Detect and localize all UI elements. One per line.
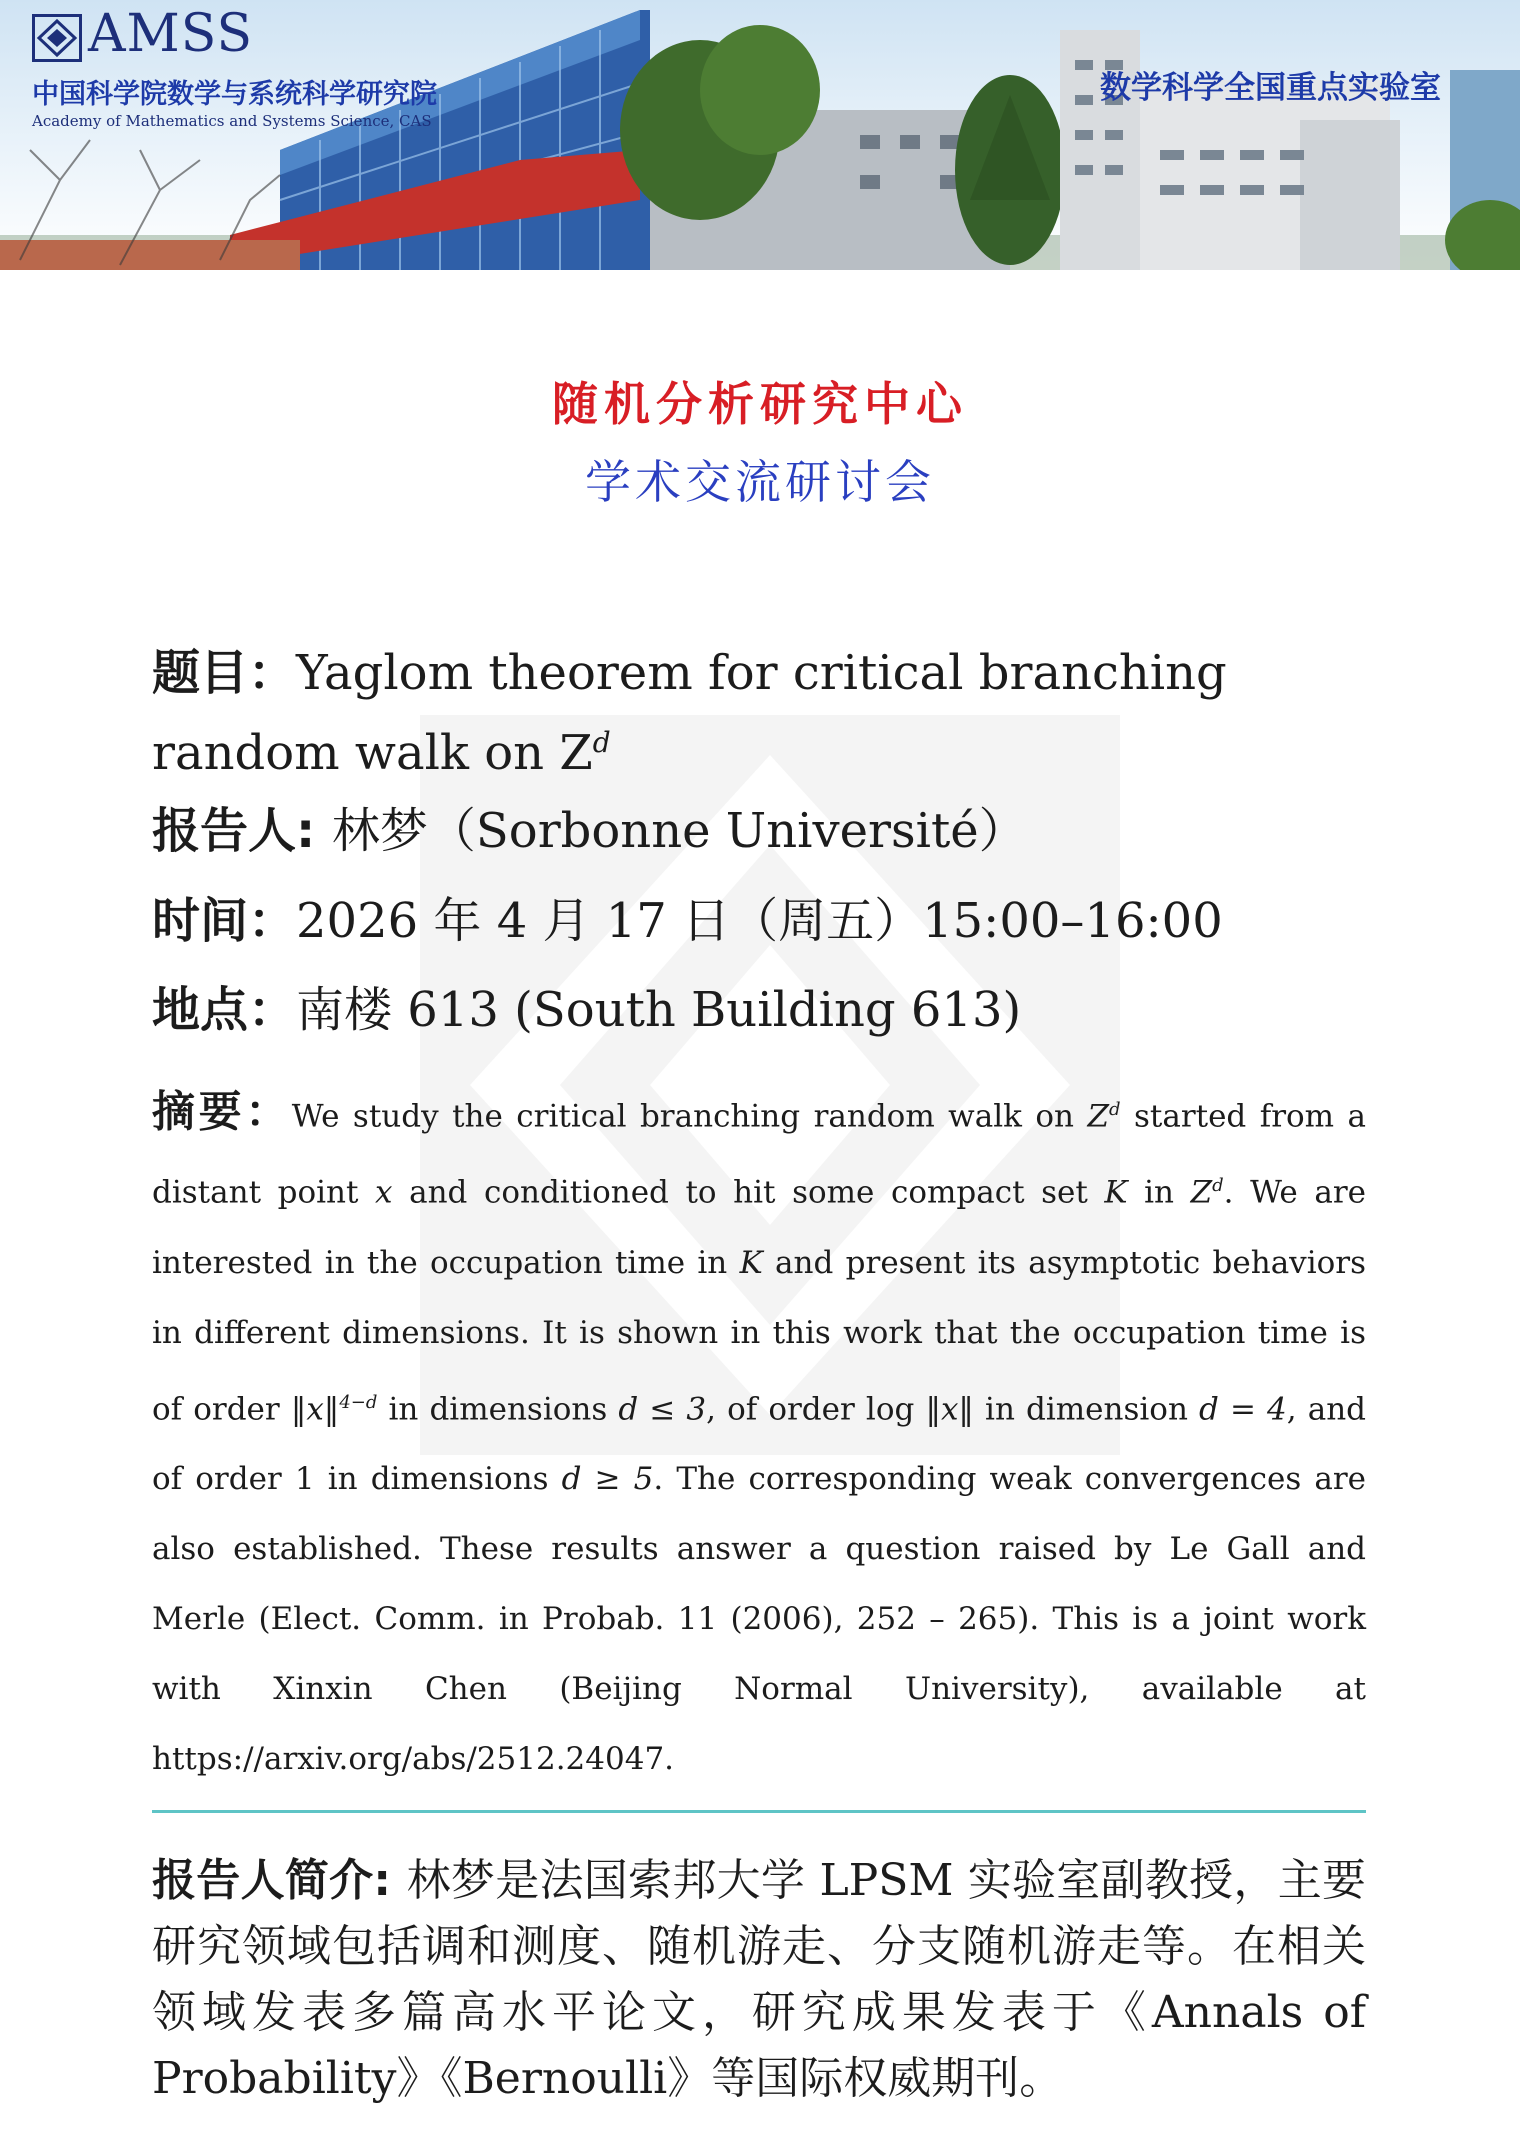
abstract-text: and present its asymptotic behaviors in different dimensions. It is shown in this work that the occupation time is of order (152, 1244, 1366, 1427)
institute-name-cn: 中国科学院数学与系统科学研究院 (32, 79, 437, 110)
place-value: 南楼 613 (South Building 613) (296, 982, 1022, 1038)
math-x: x (375, 1174, 393, 1211)
abstract-text: in dimension (973, 1390, 1200, 1427)
abstract-text: . We are interested in the occupation time in (152, 1174, 1366, 1281)
bio-label: 报告人简介: (152, 1855, 407, 1906)
time-label: 时间： (152, 893, 297, 949)
seminar-title: 学术交流研讨会 (585, 455, 935, 509)
abstract-text: and conditioned to hit some compact set (392, 1174, 1105, 1211)
math-k: K (739, 1244, 763, 1281)
place-label: 地点： (152, 982, 297, 1038)
math-one: 1 (294, 1460, 315, 1497)
math-norm: ‖x‖ (925, 1390, 974, 1427)
time-line (152, 886, 1366, 956)
center-title: 随机分析研究中心 (552, 377, 968, 431)
amss-logo-icon (32, 14, 82, 62)
section-divider (152, 1810, 1366, 1813)
talk-title: Yaglom theorem for critical branching random walk on Z (152, 645, 1227, 781)
abstract (152, 1075, 1366, 1794)
math-exponent: 4−d (339, 1391, 378, 1413)
math-condition: d = 4 (1199, 1390, 1287, 1427)
talk-title-block (152, 638, 1366, 788)
time-value: 2026 年 4 月 17 日（周五）15:00–16:00 (296, 893, 1223, 949)
math-norm: ‖x‖ (290, 1390, 340, 1427)
header-banner (0, 0, 1520, 270)
abstract-label: 摘要： (152, 1087, 292, 1138)
speaker-name: 林梦（Sorbonne Université） (331, 803, 1027, 859)
abstract-text: in dimensions (314, 1460, 562, 1497)
speaker-line (152, 796, 1366, 866)
abstract-text: in dimensions (377, 1390, 619, 1427)
abstract-text: in (1127, 1174, 1191, 1211)
math-condition: d ≤ 3 (618, 1390, 707, 1427)
title-label: 题目： (152, 645, 297, 701)
abstract-text: . The corresponding weak convergences are also established. These results answer a question raised by Le Gall and Merle (Elect. Comm. in Probab. 11 (2006), 252 – 265). This is a joint work with Xinxin Chen (Beijing Normal University), available at https://arxiv.org/abs/2512.24047. (152, 1460, 1366, 1777)
logo-text: AMSS (88, 4, 254, 64)
abstract-text: started from a distant point (152, 1098, 1367, 1211)
bio-text: 林梦是法国索邦大学 LPSM 实验室副教授，主要研究领域包括调和测度、随机游走、分支随机游走等。在相关领域发表多篇高水平论文，研究成果发表于《Annals of Probability》《Bernoulli》等国际权威期刊。 (152, 1855, 1366, 2104)
place-line (152, 975, 1366, 1045)
talk-title-superscript: d (592, 726, 611, 759)
math-d: d (1212, 1175, 1224, 1197)
abstract-text: , of order log (706, 1390, 926, 1427)
lab-name: 数学科学全国重点实验室 (1100, 70, 1441, 106)
math-d: d (1108, 1099, 1121, 1120)
math-z: Z (1190, 1174, 1213, 1211)
math-k: K (1104, 1174, 1128, 1211)
abstract-text: We study the critical branching random walk on (291, 1098, 1088, 1135)
abstract-text: , and of order (152, 1390, 1367, 1497)
speaker-bio (152, 1848, 1366, 2112)
institute-name-en: Academy of Mathematics and Systems Science, CAS (32, 112, 432, 130)
math-condition: d ≥ 5 (561, 1460, 654, 1497)
math-z: Z (1087, 1098, 1109, 1135)
speaker-label: 报告人: (152, 803, 332, 859)
